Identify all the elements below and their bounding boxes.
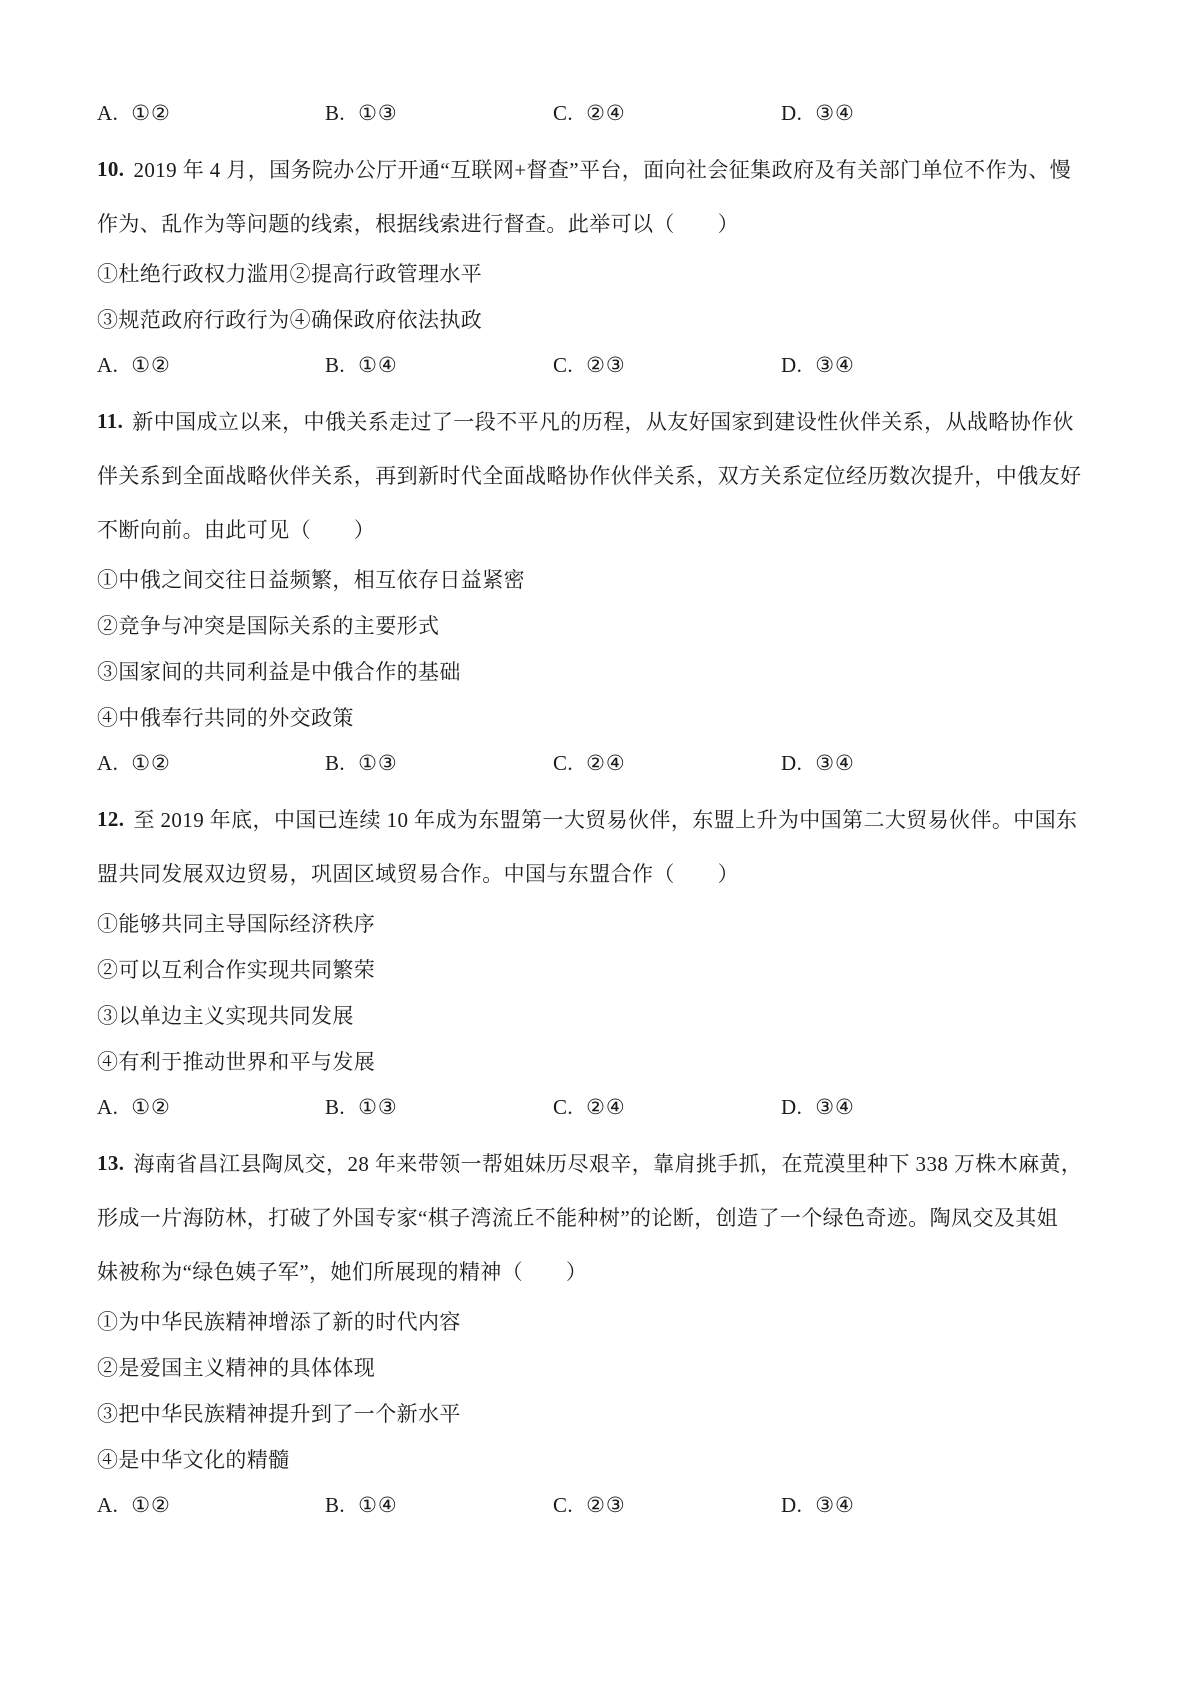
option-numbers: ①② <box>131 750 171 775</box>
answer-option-b <box>325 1493 553 1518</box>
option-label: B. <box>325 352 346 377</box>
statement-items-line: ④是中华文化的精髓 <box>97 1448 290 1472</box>
answer-option-b <box>325 101 553 126</box>
option-numbers: ①③ <box>358 1094 398 1119</box>
option-numbers: ②④ <box>586 1094 626 1119</box>
stem-text: 至 2019 年底，中国已连续 10 年成为东盟第一大贸易伙伴，东盟上升为中国第二大贸易伙伴。中国东 <box>133 808 1078 832</box>
option-numbers: ①② <box>131 352 171 377</box>
option-label: C. <box>553 750 574 775</box>
option-numbers: ②③ <box>586 1492 626 1517</box>
answer-option-a <box>97 101 325 126</box>
stem-text: 2019 年 4 月，国务院办公厅开通“互联网+督查”平台，面向社会征集政府及有关部门单位不作为、慢 <box>133 158 1072 182</box>
option-label: A. <box>97 1094 119 1119</box>
answer-option-d <box>781 751 855 776</box>
question-11 <box>97 394 1103 786</box>
question-stem-line <box>97 394 1103 448</box>
option-numbers: ②④ <box>586 100 626 125</box>
option-label: C. <box>553 1094 574 1119</box>
option-label: D. <box>781 750 803 775</box>
option-label: B. <box>325 1492 346 1517</box>
statement-items-line: ②竞争与冲突是国际关系的主要形式 <box>97 614 440 638</box>
answer-option-b <box>325 1095 553 1120</box>
statement-items-line: ③国家间的共同利益是中俄合作的基础 <box>97 660 461 684</box>
statement-items-line: ③把中华民族精神提升到了一个新水平 <box>97 1402 461 1426</box>
statement-items-line: ③以单边主义实现共同发展 <box>97 1004 354 1028</box>
answer-option-b <box>325 353 553 378</box>
answer-option-b <box>325 751 553 776</box>
option-label: A. <box>97 750 119 775</box>
question-12 <box>97 792 1103 1130</box>
question-stem-line: 不断向前。由此可见（ ） <box>97 518 376 542</box>
answer-option-a <box>97 1493 325 1518</box>
option-label: D. <box>781 1492 803 1517</box>
option-numbers: ③④ <box>815 1094 855 1119</box>
question-13 <box>97 1136 1103 1528</box>
option-numbers: ①④ <box>358 1492 398 1517</box>
question-stem-line: 作为、乱作为等问题的线索，根据线索进行督查。此举可以（ ） <box>97 212 739 236</box>
question-stem-line: 盟共同发展双边贸易，巩固区域贸易合作。中国与东盟合作（ ） <box>97 862 739 886</box>
option-label: D. <box>781 1094 803 1119</box>
option-label: D. <box>781 100 803 125</box>
option-numbers: ①③ <box>358 100 398 125</box>
option-label: D. <box>781 352 803 377</box>
option-numbers: ①③ <box>358 750 398 775</box>
option-label: C. <box>553 352 574 377</box>
statement-items-line: ①杜绝行政权力滥用②提高行政管理水平 <box>97 262 483 286</box>
answer-option-c <box>553 1493 781 1518</box>
question-stem-line: 妹被称为“绿色姨子军”，她们所展现的精神（ ） <box>97 1260 588 1284</box>
option-numbers: ①④ <box>358 352 398 377</box>
option-numbers: ①② <box>131 100 171 125</box>
answer-options-row-q13 <box>97 1482 1103 1528</box>
question-10 <box>97 142 1103 388</box>
statement-items-line: ②是爱国主义精神的具体体现 <box>97 1356 376 1380</box>
question-number: 12. <box>97 806 125 831</box>
answer-option-a <box>97 751 325 776</box>
option-label: B. <box>325 100 346 125</box>
question-stem-line: 形成一片海防林，打破了外国专家“棋子湾流丘不能种树”的论断，创造了一个绿色奇迹。陶凤交及其姐 <box>97 1206 1059 1230</box>
statement-items-line: ①能够共同主导国际经济秩序 <box>97 912 376 936</box>
option-label: A. <box>97 352 119 377</box>
statement-items-line: ①为中华民族精神增添了新的时代内容 <box>97 1310 461 1334</box>
statement-items-line: ③规范政府行政行为④确保政府依法执政 <box>97 308 483 332</box>
stem-text: 新中国成立以来，中俄关系走过了一段不平凡的历程，从友好国家到建设性伙伴关系，从战略协作伙 <box>132 410 1074 434</box>
question-number: 10. <box>97 156 125 181</box>
answer-option-a <box>97 353 325 378</box>
option-numbers: ③④ <box>815 100 855 125</box>
answer-option-d <box>781 1095 855 1120</box>
statement-items-line: ②可以互利合作实现共同繁荣 <box>97 958 376 982</box>
answer-options-row-q11 <box>97 740 1103 786</box>
option-numbers: ①② <box>131 1492 171 1517</box>
question-stem-line <box>97 142 1103 196</box>
question-number: 13. <box>97 1150 125 1175</box>
option-numbers: ③④ <box>815 750 855 775</box>
statement-items-line: ④有利于推动世界和平与发展 <box>97 1050 376 1074</box>
option-numbers: ①② <box>131 1094 171 1119</box>
answer-option-c <box>553 353 781 378</box>
option-label: A. <box>97 1492 119 1517</box>
exam-content <box>97 90 1103 1528</box>
option-numbers: ②④ <box>586 750 626 775</box>
option-numbers: ③④ <box>815 1492 855 1517</box>
option-numbers: ③④ <box>815 352 855 377</box>
answer-option-c <box>553 1095 781 1120</box>
option-label: C. <box>553 1492 574 1517</box>
option-label: B. <box>325 750 346 775</box>
answer-options-row-q10 <box>97 342 1103 388</box>
question-stem-line <box>97 1136 1103 1190</box>
statement-items-line: ④中俄奉行共同的外交政策 <box>97 706 354 730</box>
answer-option-d <box>781 101 855 126</box>
option-label: A. <box>97 100 119 125</box>
answer-options-row-q9 <box>97 90 1103 136</box>
answer-option-d <box>781 353 855 378</box>
answer-option-d <box>781 1493 855 1518</box>
question-stem-line <box>97 792 1103 846</box>
answer-option-a <box>97 1095 325 1120</box>
stem-text: 海南省昌江县陶凤交，28 年来带领一帮姐妹历尽艰辛，靠肩挑手抓，在荒漠里种下 338 万株木麻黄， <box>133 1152 1083 1176</box>
answer-option-c <box>553 751 781 776</box>
question-stem-line: 伴关系到全面战略伙伴关系，再到新时代全面战略协作伙伴关系，双方关系定位经历数次提升，中俄友好 <box>97 464 1082 488</box>
question-number: 11. <box>97 408 124 433</box>
option-label: B. <box>325 1094 346 1119</box>
option-label: C. <box>553 100 574 125</box>
answer-options-row-q12 <box>97 1084 1103 1130</box>
answer-option-c <box>553 101 781 126</box>
option-numbers: ②③ <box>586 352 626 377</box>
statement-items-line: ①中俄之间交往日益频繁，相互依存日益紧密 <box>97 568 525 592</box>
